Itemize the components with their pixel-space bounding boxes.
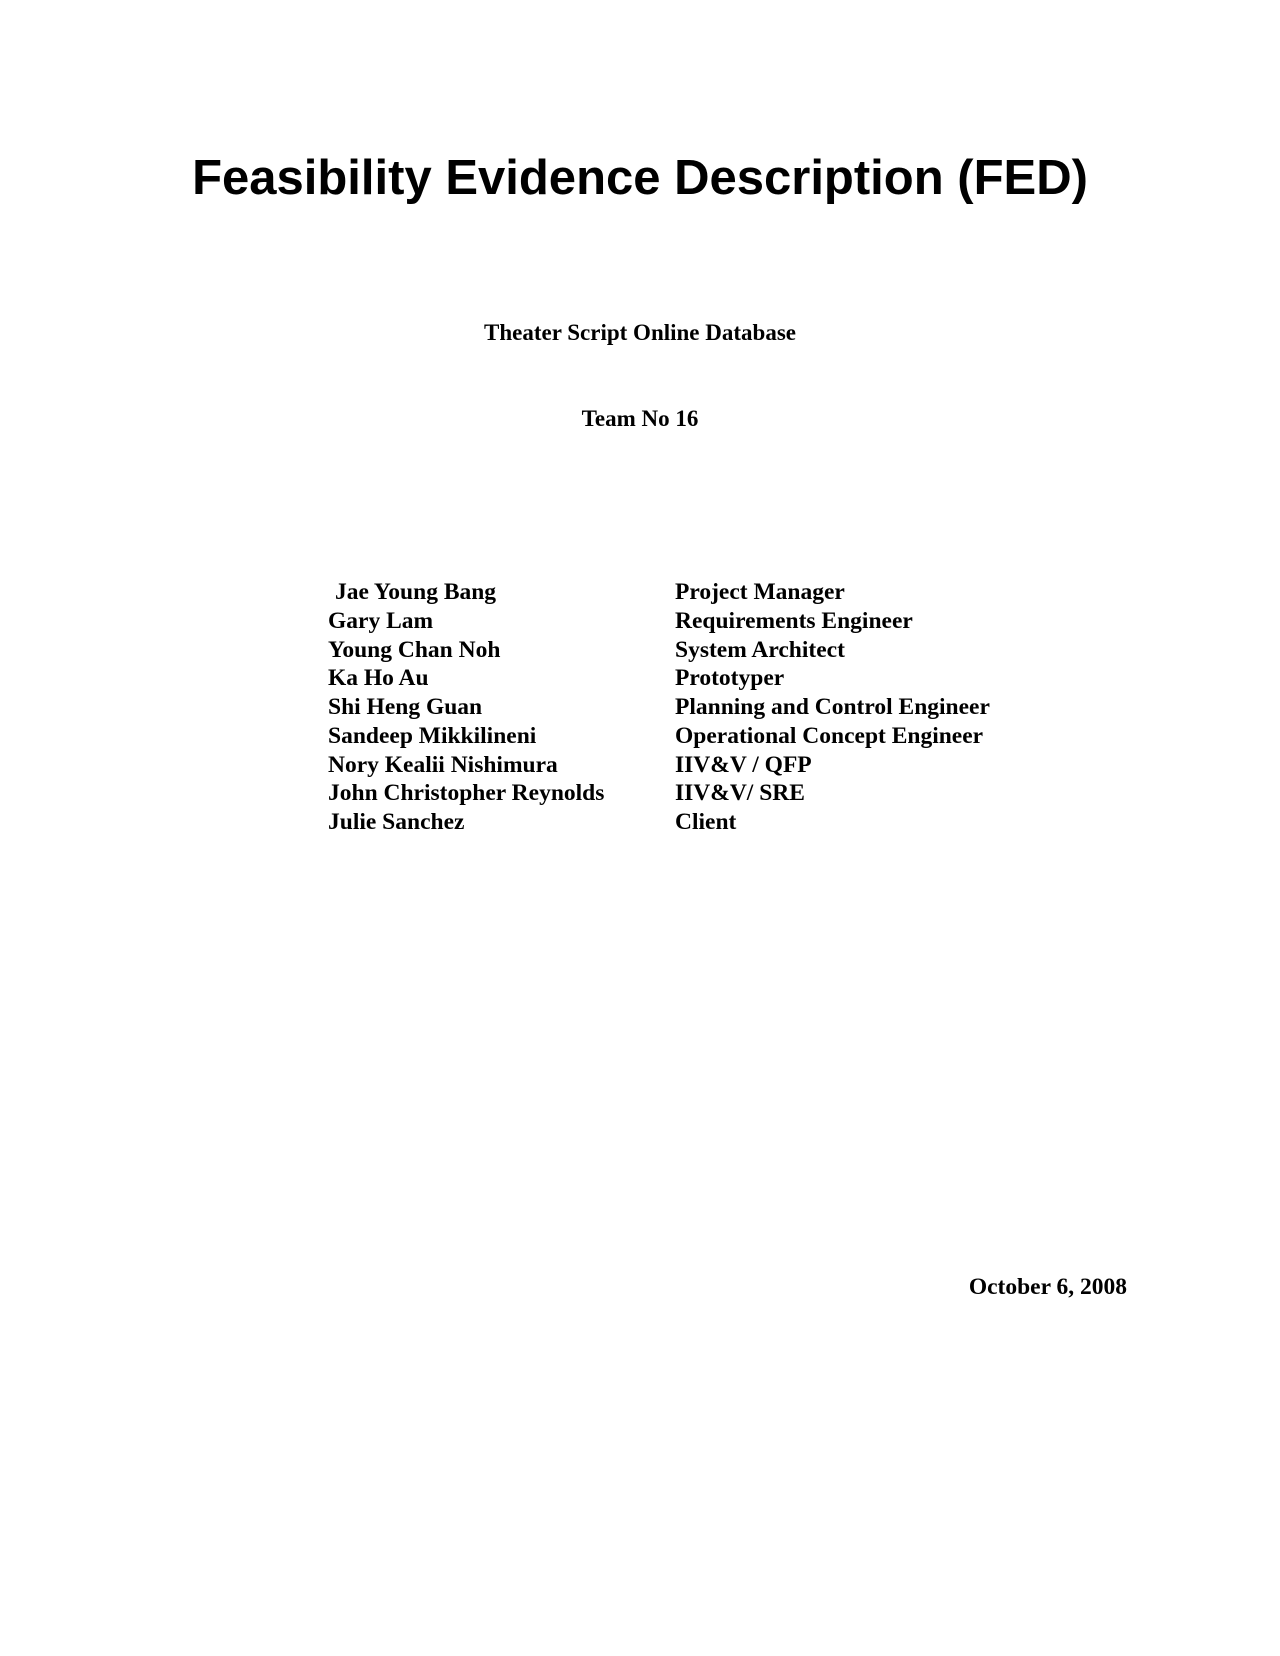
member-name: Jae Young Bang [335, 579, 497, 605]
member-name: John Christopher Reynolds [328, 780, 605, 807]
member-role: Project Manager [675, 579, 845, 605]
member-role: Operational Concept Engineer [675, 722, 984, 749]
member-role: IIV&V / QFP [675, 751, 812, 778]
member-role: Prototyper [675, 665, 785, 692]
team-number: Team No 16 [581, 406, 699, 431]
roster-row [328, 808, 1048, 837]
member-role: Planning and Control Engineer [675, 694, 990, 720]
roster-row [328, 693, 1048, 722]
roster-row [328, 751, 1048, 780]
member-name: Nory Kealii Nishimura [328, 751, 558, 778]
project-name: Theater Script Online Database [484, 320, 796, 345]
member-name: Gary Lam [328, 607, 434, 634]
member-name: Ka Ho Au [328, 665, 429, 692]
member-name: Sandeep Mikkilineni [328, 722, 537, 749]
team-roster [328, 578, 1048, 837]
roster-row [328, 722, 1048, 751]
roster-row [328, 607, 1048, 636]
document-date: October 6, 2008 [968, 1274, 1127, 1300]
roster-row [328, 636, 1048, 665]
member-name: Shi Heng Guan [328, 694, 483, 720]
member-role: Requirements Engineer [675, 607, 913, 634]
member-role: System Architect [675, 636, 845, 663]
member-role: IIV&V/ SRE [675, 780, 805, 807]
document-title: Feasibility Evidence Description (FED) [192, 151, 1088, 205]
member-name: Julie Sanchez [328, 809, 465, 835]
member-name: Young Chan Noh [328, 636, 501, 663]
member-role: Client [675, 809, 737, 835]
roster-row [328, 664, 1048, 693]
roster-row [328, 779, 1048, 808]
roster-row [328, 578, 1048, 607]
